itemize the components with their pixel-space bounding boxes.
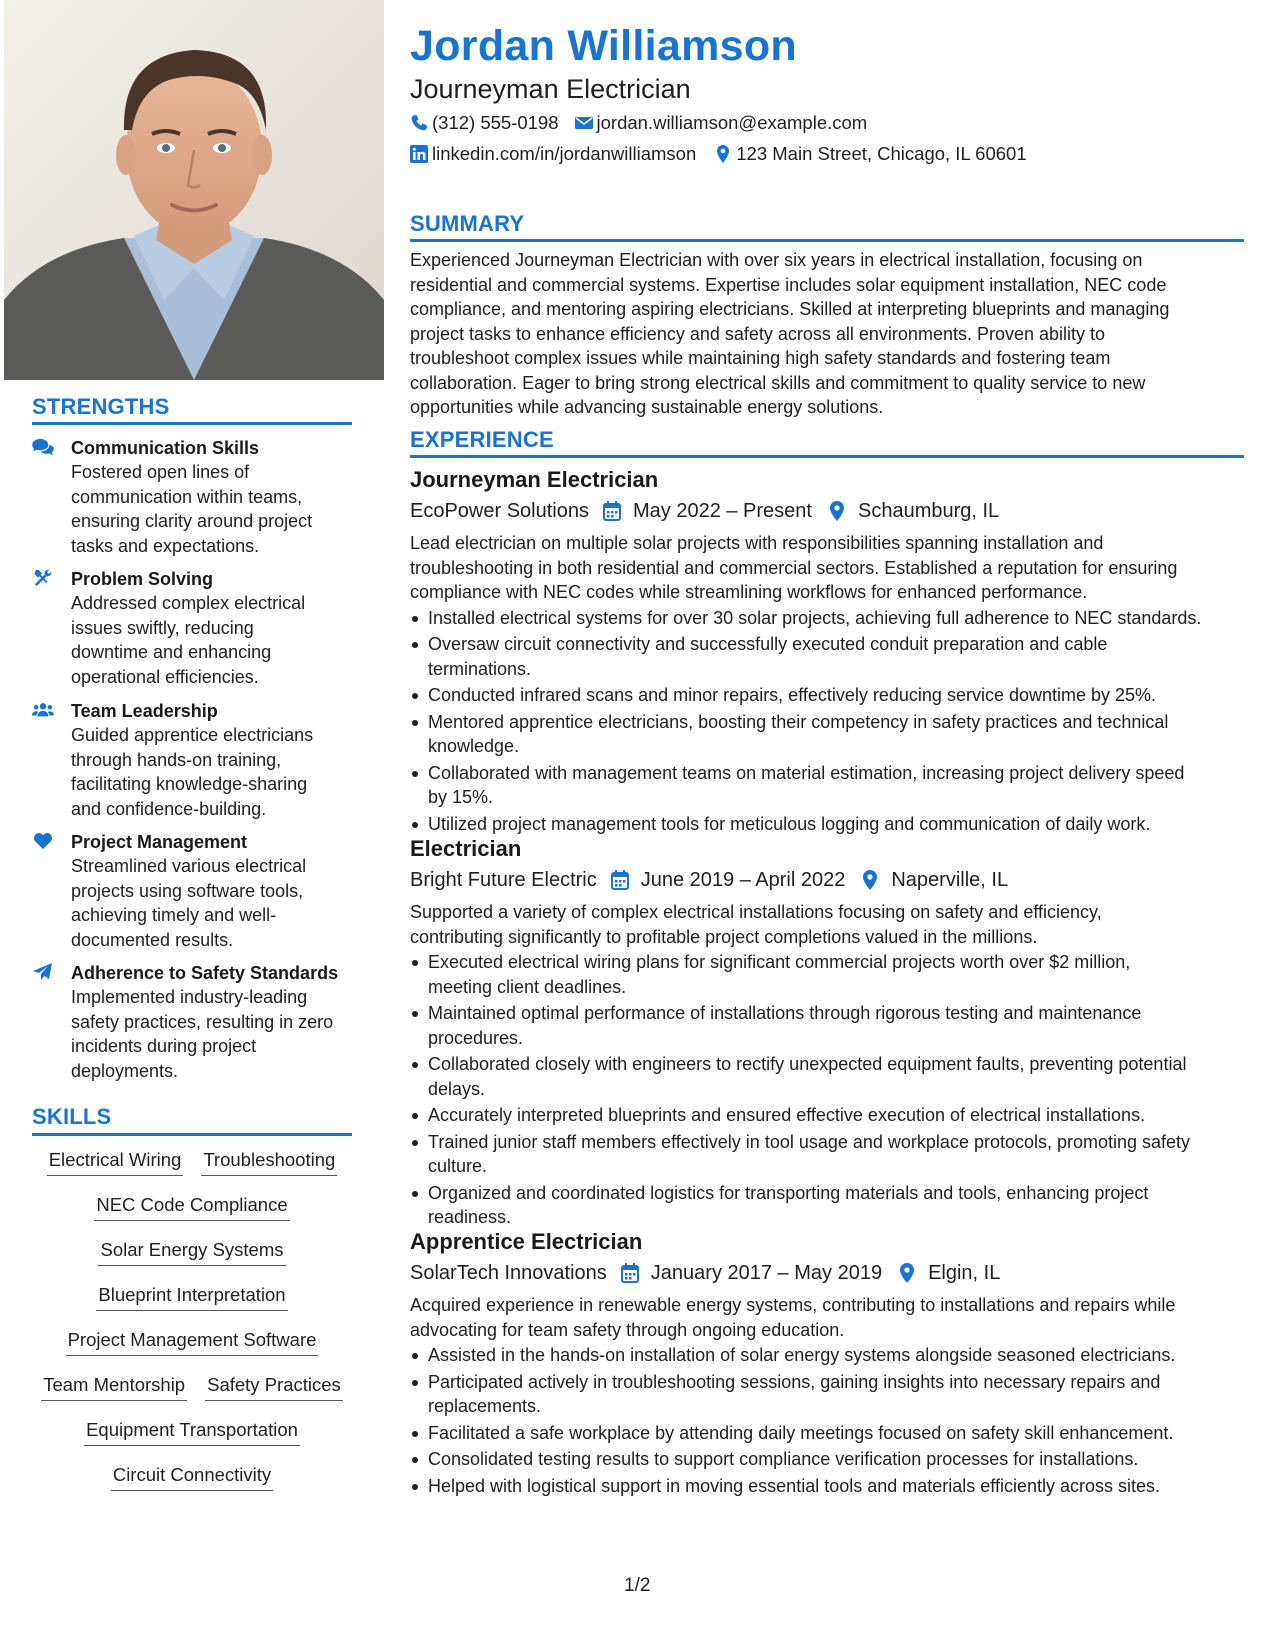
strengths-rule [32,422,352,425]
paper-plane-icon [32,963,54,981]
strength-line: operational efficiencies. [71,666,259,687]
desc-line: troubleshooting in both residential and commercial sectors. Established a reputation for ensuring [410,557,1178,578]
street-address: 123 Main Street, Chicago, IL 60601 [736,143,1027,164]
skill-row [32,1463,352,1508]
bullet-item: Participated actively in troubleshooting sessions, gaining insights into necessary repairs and replacements. [410,1370,1244,1419]
candidate-name: Jordan Williamson [410,22,797,70]
bullet-item: Facilitated a safe workplace by attending daily meetings focused on safety skill enhancement. [410,1421,1244,1446]
job-dates: January 2017 – May 2019 [650,1262,883,1284]
strength-title: Adherence to Safety Standards [71,963,339,983]
skill-tag: Project Management Software [66,1328,319,1356]
skills-heading: SKILLS [32,1104,112,1129]
summary-heading: SUMMARY [410,211,525,236]
profile-photo [4,0,384,380]
job-description [410,1293,1244,1342]
envelope-icon [575,114,593,132]
map-pin-icon [898,1263,916,1283]
company-name: SolarTech Innovations [410,1262,607,1284]
job-description [410,900,1244,949]
linkedin-contact[interactable] [410,143,696,165]
job-location: Schaumburg, IL [857,500,1000,522]
desc-line: compliance with NEC codes while streamlining workflows for enhanced performance. [410,582,1088,602]
linkedin-url: linkedin.com/in/jordanwilliamson [432,143,697,164]
contact-row [410,143,1043,165]
strength-line: issues swiftly, reducing [71,617,254,638]
bullet-item: Helped with logistical support in moving essential tools and materials efficiently across sites. [410,1474,1244,1499]
job-title: Journeyman Electrician [410,467,659,492]
strength-description [71,985,352,1083]
company-name: EcoPower Solutions [410,500,589,522]
bullet-item: Mentored apprentice electricians, boosting their competency in safety practices and technical knowledge. [410,710,1244,759]
strengths-heading: STRENGTHS [32,394,170,419]
summary-rule [410,239,1244,242]
desc-line: contributing significantly to profitable project completions valued in the millions. [410,926,1038,947]
strength-line: Fostered open lines of [71,462,250,482]
bullet-item: Installed electrical systems for over 30 solar projects, achieving full adherence to NEC standards. [410,606,1244,631]
skill-row [32,1328,352,1373]
skill-tag: Troubleshooting [201,1148,337,1176]
tools-icon [32,569,54,587]
job-description [410,531,1244,605]
strength-title: Project Management [71,832,248,852]
strength-line: tasks and expectations. [71,535,260,556]
strength-line: downtime and enhancing [71,642,272,662]
desc-line: Acquired experience in renewable energy systems, contributing to installations and repairs while [410,1295,1176,1315]
summary-line: troubleshoot complex issues while maintaining high safety standards and fostering team [410,348,1111,368]
calendar-icon [621,1263,639,1283]
skill-row [32,1238,352,1283]
bullet-item: Assisted in the hands-on installation of solar energy systems alongside seasoned electricians. [410,1343,1244,1368]
strength-item [32,699,352,821]
map-pin-icon [714,145,732,163]
bullet-item: Executed electrical wiring plans for significant commercial projects worth over $2 million, meeting client deadlines. [410,950,1244,999]
map-pin-icon [861,870,879,890]
bullet-item: Utilized project management tools for meticulous logging and communication of daily work. [410,812,1244,837]
bullet-item: Organized and coordinated logistics for transporting materials and tools, enhancing project readiness. [410,1181,1244,1230]
strength-line: communication within teams, [71,486,303,507]
page-number: 1/2 [624,1575,651,1596]
contact-row [410,112,883,134]
skill-tag: Blueprint Interpretation [96,1283,287,1311]
strength-description [71,723,352,821]
summary-line: opportunities while advancing sustainable energy solutions. [410,397,884,417]
phone-icon [410,114,428,132]
summary-line: Experienced Journeyman Electrician with over six years in electrical installation, focusing on [410,250,1143,270]
calendar-icon [611,870,629,890]
map-pin-icon [828,501,846,521]
skill-tag: Circuit Connectivity [111,1463,273,1491]
summary-line: residential and commercial systems. Expertise includes solar equipment installation, NEC code [410,274,1167,295]
skill-row [32,1283,352,1328]
strength-line: Implemented industry-leading [71,987,308,1007]
summary-text [410,248,1244,420]
email-contact[interactable] [575,112,868,134]
strength-item [32,830,352,952]
skills-list [32,1148,352,1508]
desc-line: Supported a variety of complex electrical installations focusing on safety and efficiency, [410,902,1102,922]
strength-item [32,567,352,689]
job-location: Naperville, IL [891,869,1009,891]
email-address: jordan.williamson@example.com [596,112,868,133]
users-icon [32,701,54,719]
strength-line: projects using software tools, [71,880,304,901]
strength-line: Guided apprentice electricians [71,725,314,745]
skill-tag: Solar Energy Systems [98,1238,285,1266]
skill-tag: Safety Practices [205,1373,343,1401]
job-entry [410,466,1244,838]
job-meta [410,1258,1244,1288]
skill-tag: Electrical Wiring [47,1148,184,1176]
job-title: Apprentice Electrician [410,1229,643,1254]
strength-title: Communication Skills [71,438,260,458]
skill-tag: Equipment Transportation [84,1418,300,1446]
skill-row [32,1373,352,1418]
bullet-item: Oversaw circuit connectivity and successfully executed conduit preparation and cable terminations. [410,632,1244,681]
desc-line: Lead electrician on multiple solar projects with responsibilities spanning installation and [410,533,1104,553]
strength-description [71,854,352,952]
bullet-item: Conducted infrared scans and minor repairs, effectively reducing service downtime by 25%. [410,683,1244,708]
job-dates: June 2019 – April 2022 [640,869,846,891]
job-title: Electrician [410,836,522,861]
job-dates: May 2022 – Present [632,500,812,522]
bullet-item: Accurately interpreted blueprints and ensured effective execution of electrical installations. [410,1103,1244,1128]
skill-tag: NEC Code Compliance [94,1193,289,1221]
skill-row [32,1148,352,1193]
heart-icon [32,832,54,850]
strength-line: incidents during project [71,1036,257,1056]
desc-line: advocating for team safety through ongoing education. [410,1319,845,1340]
strength-title: Problem Solving [71,569,214,589]
summary-line: compliance, and mentoring aspiring electricians. Skilled at interpreting blueprints and managing [410,299,1170,319]
job-bullets [410,1343,1244,1498]
strength-line: Addressed complex electrical [71,593,306,613]
job-meta [410,865,1244,895]
job-bullets [410,606,1244,837]
phone-contact[interactable] [410,112,559,134]
bullet-item: Collaborated with management teams on material estimation, increasing project delivery speed by 15%. [410,761,1244,810]
linkedin-icon [410,145,428,163]
skill-row [32,1418,352,1463]
job-entry [410,1228,1244,1500]
job-entry [410,835,1244,1232]
strength-line: Streamlined various electrical [71,856,307,876]
strength-line: achieving timely and well- [71,905,277,925]
job-meta [410,496,1244,526]
address-contact [714,143,1026,165]
company-name: Bright Future Electric [410,869,597,891]
skill-tag: Team Mentorship [41,1373,187,1401]
bullet-item: Consolidated testing results to support compliance verification processes for installations. [410,1447,1244,1472]
strength-item [32,436,352,558]
strength-line: facilitating knowledge-sharing [71,774,308,794]
comments-icon [32,438,54,456]
experience-rule [410,455,1244,458]
bullet-item: Maintained optimal performance of installations through rigorous testing and maintenance procedures. [410,1001,1244,1050]
left-column [0,0,384,1650]
candidate-role: Journeyman Electrician [410,74,691,104]
strength-line: documented results. [71,929,234,950]
skill-row [32,1193,352,1238]
job-location: Elgin, IL [928,1262,1001,1284]
skills-rule [32,1133,352,1136]
strength-line: deployments. [71,1060,179,1081]
summary-line: collaboration. Eager to bring strong electrical skills and commitment to quality service to new [410,372,1146,393]
job-bullets [410,950,1244,1230]
strength-description [71,460,352,558]
strength-line: safety practices, resulting in zero [71,1011,334,1032]
strength-line: and confidence-building. [71,798,267,819]
strength-description [71,591,352,689]
strength-line: ensuring clarity around project [71,511,313,531]
experience-heading: EXPERIENCE [410,427,554,452]
calendar-icon [603,501,621,521]
bullet-item: Trained junior staff members effectively in tool usage and workplace protocols, promoting safety culture. [410,1130,1244,1179]
strength-line: through hands-on training, [71,749,282,770]
bullet-item: Collaborated closely with engineers to rectify unexpected equipment faults, preventing potential delays. [410,1052,1244,1101]
strength-item [32,961,352,1083]
summary-line: project tasks to enhance efficiency and safety across all environments. Proven ability to [410,323,1106,344]
phone-number: (312) 555-0198 [432,112,559,133]
strength-title: Team Leadership [71,701,218,721]
